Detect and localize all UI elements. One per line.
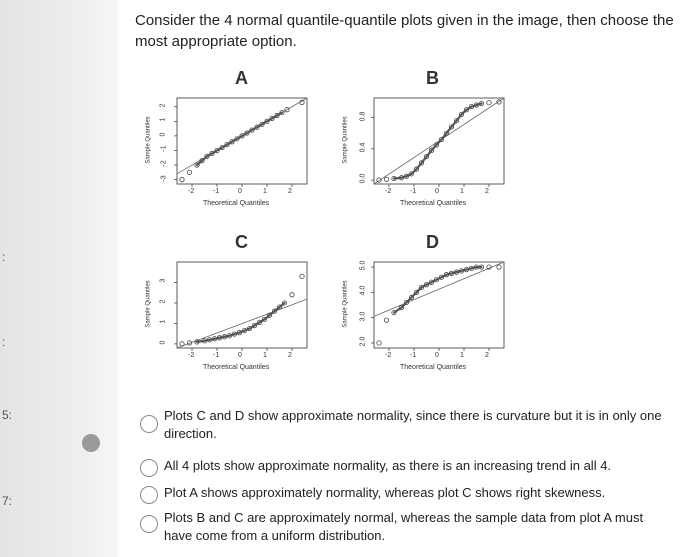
y-tick-label: 1 [159, 319, 167, 324]
y-tick-label: 0.8 [359, 111, 367, 121]
x-tick-label: 2 [485, 352, 489, 359]
plot-frame [177, 262, 307, 348]
data-point [180, 342, 184, 346]
y-axis-label: Sample Quantiles [342, 116, 349, 164]
x-tick-label: -2 [188, 352, 195, 359]
y-tick-label: 1 [159, 117, 167, 122]
plot-title: A [235, 68, 248, 88]
y-tick-label: -3 [160, 175, 168, 182]
radio-button[interactable] [140, 515, 158, 533]
y-tick-label: 5.0 [359, 260, 367, 271]
x-axis-label: Theoretical Quantiles [203, 364, 270, 371]
left-margin-strip [0, 0, 118, 557]
y-tick-label: 3.0 [359, 311, 367, 322]
radio-button[interactable] [140, 415, 158, 433]
option-label: Plot A shows approximately normality, whereas plot C shows right skewness. [164, 485, 606, 500]
y-axis-label: Sample Quantiles [145, 116, 152, 164]
data-point [487, 100, 491, 104]
x-axis-label: Theoretical Quantiles [400, 364, 467, 371]
data-point [290, 293, 294, 297]
x-tick-label: -1 [213, 352, 220, 359]
y-tick-label: 2.0 [359, 336, 367, 347]
y-tick-label: 0 [159, 340, 167, 345]
plot-frame [374, 262, 504, 348]
radio-button[interactable] [140, 459, 158, 477]
x-axis-label: Theoretical Quantiles [400, 200, 467, 207]
data-point [377, 341, 381, 345]
y-axis-label: Sample Quantiles [145, 280, 152, 328]
x-tick-label: 1 [460, 188, 464, 195]
x-tick-label: 1 [263, 352, 267, 359]
dense-point-band [394, 103, 482, 178]
y-tick-label: 4.0 [359, 285, 367, 296]
data-point [384, 177, 388, 181]
y-tick-label: 0.4 [359, 142, 367, 153]
y-tick-label: 0 [159, 132, 167, 137]
x-tick-label: 2 [485, 188, 489, 195]
question-number-mark: 7: [2, 494, 13, 508]
x-tick-label: -1 [410, 352, 417, 359]
x-tick-label: 2 [288, 188, 292, 195]
x-tick-label: 1 [263, 188, 267, 195]
x-tick-label: -2 [385, 188, 392, 195]
x-axis-label: Theoretical Quantiles [203, 200, 270, 207]
y-tick-label: 3 [159, 279, 167, 283]
qq-plot-a [135, 68, 315, 218]
plot-title: D [426, 232, 439, 252]
progress-dot [82, 434, 100, 452]
y-axis-label: Sample Quantiles [342, 280, 349, 328]
x-tick-label: -1 [213, 188, 220, 195]
data-point [384, 318, 388, 322]
option-label: Plots C and D show approximate normality, since there is curvature but it is in only one direction. [164, 408, 662, 441]
x-tick-label: 2 [288, 352, 292, 359]
reference-line [374, 262, 504, 316]
y-tick-label: 2 [159, 103, 167, 108]
question-number-mark: : [2, 250, 6, 264]
reference-line [177, 299, 307, 348]
data-point [187, 170, 191, 174]
y-tick-label: -2 [160, 160, 168, 167]
plot-title: B [426, 68, 439, 88]
x-tick-label: 0 [435, 188, 439, 195]
x-tick-label: 1 [460, 352, 464, 359]
option-label: Plots B and C are approximately normal, whereas the sample data from plot A must have come from a uniform distribution. [164, 510, 644, 543]
question-number-mark: : [2, 335, 6, 349]
x-tick-label: -1 [410, 188, 417, 195]
y-tick-label: -1 [160, 145, 168, 153]
qq-plot-canvas [135, 232, 315, 382]
qq-plot-c [135, 232, 315, 382]
qq-plot-canvas [135, 68, 315, 218]
x-tick-label: 0 [238, 188, 242, 195]
x-tick-label: 0 [435, 352, 439, 359]
radio-button[interactable] [140, 486, 158, 504]
x-tick-label: 0 [238, 352, 242, 359]
data-point [300, 274, 304, 278]
plot-frame [177, 98, 307, 184]
data-point [180, 177, 184, 181]
x-tick-label: -2 [385, 352, 392, 359]
y-tick-label: 2 [159, 299, 167, 304]
qq-plot-d [332, 232, 512, 382]
option-label: All 4 plots show approximate normality, as there is an increasing trend in all 4. [164, 458, 612, 473]
qq-plot-b [332, 68, 512, 218]
question-number-mark: 5: [2, 408, 13, 422]
dense-point-band [197, 303, 285, 342]
y-tick-label: 0.0 [359, 173, 367, 184]
plot-title: C [235, 232, 248, 252]
x-tick-label: -2 [188, 188, 195, 195]
question-text: Consider the 4 normal quantile-quantile plots given in the image, then choose the most appropriate option. [135, 12, 674, 50]
qq-plot-canvas [332, 232, 512, 382]
data-point [497, 265, 501, 269]
